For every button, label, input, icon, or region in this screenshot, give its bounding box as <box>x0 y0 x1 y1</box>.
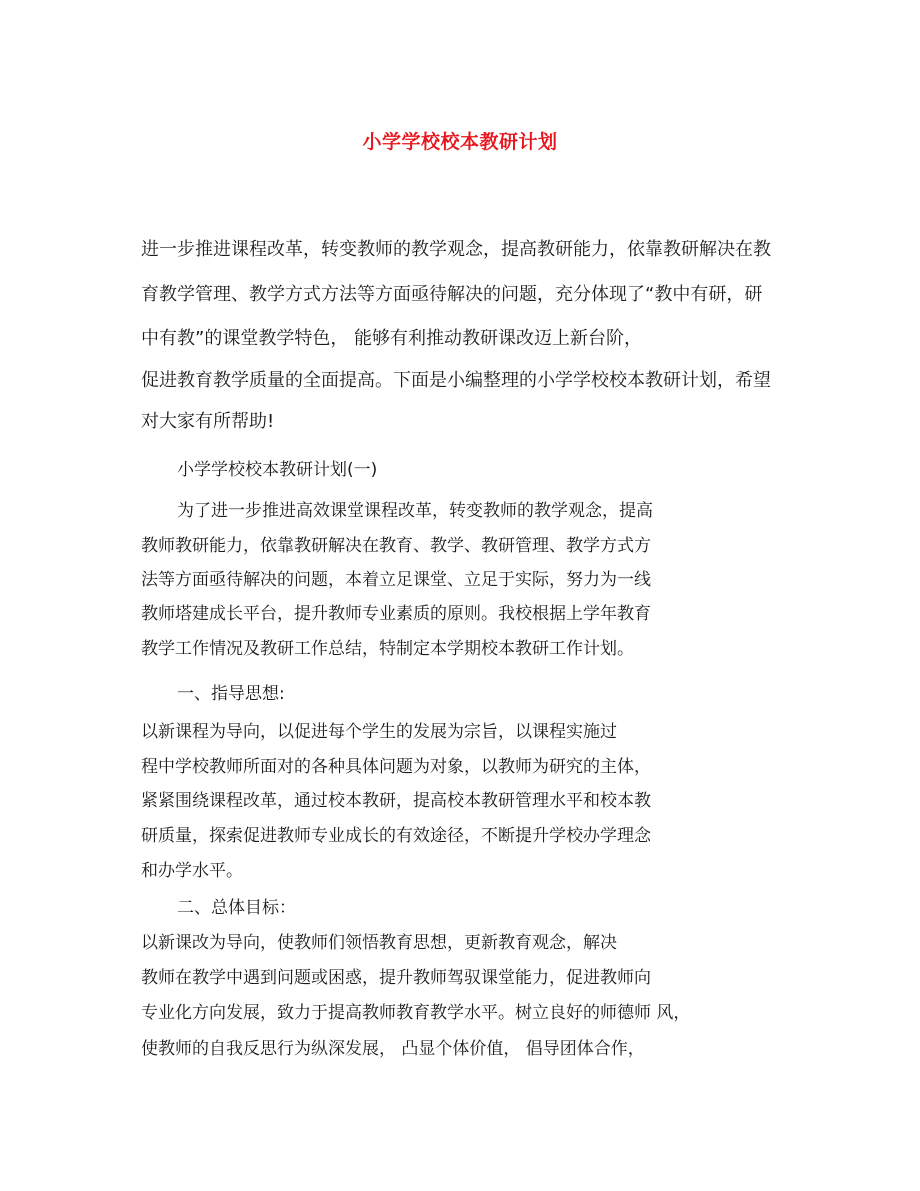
paragraph-line: 为了进一步推进高效课堂课程改革，转变教师的教学观念，提高 <box>177 501 653 521</box>
intro-line: 促进教育教学质量的全面提高。下面是小编整理的小学学校校本教研计划，希望 <box>141 370 771 391</box>
section-heading: 一、指导思想: <box>177 684 285 704</box>
paragraph-line: 以新课改为导向，使教师们领悟教育思想，更新教育观念，解决 <box>141 933 617 953</box>
intro-line: 进一步推进课程改革，转变教师的教学观念，提高教研能力，依靠教研解决在教 <box>141 239 771 260</box>
paragraph-line: 和办学水平。 <box>141 861 243 881</box>
document-title: 小学学校校本教研计划 <box>362 131 558 153</box>
paragraph-line: 教学工作情况及教研工作总结，特制定本学期校本教研工作计划。 <box>141 639 634 659</box>
paragraph-line: 程中学校教师所面对的各种具体问题为对象，以教师为研究的主体， <box>141 757 651 777</box>
intro-line: 育教学管理、教学方式方法等方面亟待解决的问题，充分体现了“教中有研，研 <box>141 284 763 305</box>
intro-line: 中有教”的课堂教学特色， 能够有利推动教研课改迈上新台阶， <box>141 328 643 349</box>
section-title: 小学学校校本教研计划(一) <box>177 460 378 480</box>
section-heading: 二、总体目标： <box>177 898 296 918</box>
paragraph-line: 教师在教学中遇到问题或困惑，提升教师驾驭课堂能力，促进教师向 <box>141 968 651 988</box>
paragraph-line: 专业化方向发展，致力于提高教师教育教学水平。树立良好的师德师 风， <box>141 1003 691 1023</box>
intro-line: 对大家有所帮助! <box>141 411 275 432</box>
paragraph-line: 以新课程为导向，以促进每个学生的发展为宗旨，以课程实施过 <box>141 722 617 742</box>
paragraph-line: 研质量，探索促进教师专业成长的有效途径，不断提升学校办学理念 <box>141 826 651 846</box>
paragraph-line: 教师教研能力，依靠教研解决在教育、教学、教研管理、教学方式方 <box>141 536 651 556</box>
paragraph-line: 法等方面亟待解决的问题，本着立足课堂、立足于实际，努力为一线 <box>141 570 651 590</box>
paragraph-line: 教师塔建成长平台，提升教师专业素质的原则。我校根据上学年教育 <box>141 604 651 624</box>
paragraph-line: 使教师的自我反思行为纵深发展， 凸显个体价值， 倡导团体合作， <box>141 1039 645 1059</box>
paragraph-line: 紧紧围绕课程改革，通过校本教研，提高校本教研管理水平和校本教 <box>141 791 651 811</box>
